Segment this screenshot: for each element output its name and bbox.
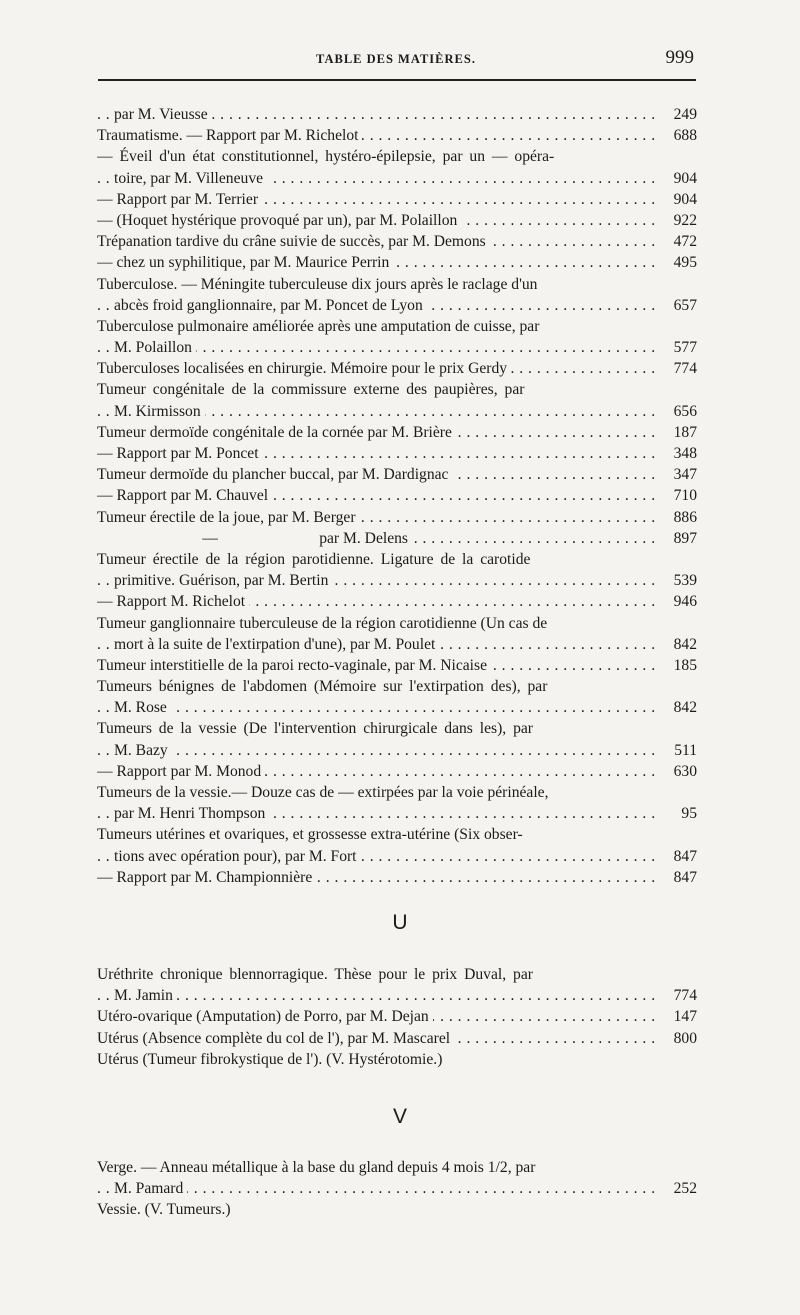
index-entry xyxy=(97,613,697,634)
entry-page-number: 904 xyxy=(665,189,697,210)
index-entry xyxy=(97,824,697,845)
index-entry xyxy=(97,570,697,591)
entry-page-number: 897 xyxy=(665,528,697,549)
entry-text: toire, par M. Villeneuve xyxy=(114,170,267,187)
entry-page-number: 348 xyxy=(665,443,697,464)
entry-text: mort à la suite de l'extirpation d'une), par M. Poulet xyxy=(114,636,439,653)
entry-page-number: 249 xyxy=(665,104,697,125)
index-entry xyxy=(97,464,697,485)
entry-text: — Rapport par M. Championnière xyxy=(97,869,316,886)
index-entry xyxy=(97,274,697,295)
entry-page-number: 657 xyxy=(665,295,697,316)
entry-text: Utérus (Tumeur fibrokystique de l'). (V. Hystérotomie.) xyxy=(97,1051,446,1068)
entry-page-number: 347 xyxy=(665,464,697,485)
entry-text: M. Rose xyxy=(114,699,171,716)
index-entry xyxy=(97,634,697,655)
index-entry xyxy=(97,846,697,867)
index-entry xyxy=(97,718,697,739)
entry-text: Verge. — Anneau métallique à la base du gland depuis 4 mois 1/2, par xyxy=(97,1159,539,1176)
entry-page-number: 946 xyxy=(665,591,697,612)
index-entry xyxy=(97,985,697,1006)
entry-page-number: 904 xyxy=(665,168,697,189)
page-header xyxy=(98,46,694,76)
entry-page-number: 511 xyxy=(665,740,697,761)
entry-text: M. Kirmisson xyxy=(114,403,205,420)
index-entry xyxy=(97,528,697,549)
entry-page-number: 495 xyxy=(665,252,697,273)
index-entry xyxy=(97,485,697,506)
index-entry xyxy=(97,337,697,358)
entry-text: Tumeurs de la vessie (De l'intervention chirurgicale dans les), par xyxy=(97,720,537,737)
entry-text: — chez un syphilitique, par M. Maurice Perrin xyxy=(97,254,393,271)
entry-text: M. Polaillon xyxy=(114,339,196,356)
section-letter-v: V xyxy=(392,1105,407,1128)
entry-text: Tumeur dermoïde du plancher buccal, par M. Dardignac xyxy=(97,466,452,483)
index-entry xyxy=(97,252,697,273)
entry-text: — Rapport par M. Terrier xyxy=(97,191,262,208)
entry-text: tions avec opération pour), par M. Fort xyxy=(114,848,361,865)
entry-text: Tumeur érectile de la région parotidienne. Ligature de la carotide xyxy=(97,551,534,568)
entry-text: Uréthrite chronique blennorragique. Thèse pour le prix Duval, par xyxy=(97,966,537,983)
entry-text: Tumeur dermoïde congénitale de la cornée par M. Brière xyxy=(97,424,456,441)
entry-text: Tuberculose. — Méningite tuberculeuse dix jours après le raclage d'un xyxy=(97,276,541,293)
entry-page-number: 95 xyxy=(665,803,697,824)
index-entry xyxy=(97,104,697,125)
entry-text: Vessie. (V. Tumeurs.) xyxy=(97,1201,235,1218)
entry-text: M. Pamard xyxy=(114,1180,187,1197)
index-entry xyxy=(97,507,697,528)
entry-page-number: 252 xyxy=(665,1178,697,1199)
entry-text: — Rapport par M. Chauvel xyxy=(97,487,272,504)
index-block-t xyxy=(97,104,697,888)
index-entry xyxy=(97,295,697,316)
entry-text: — par M. Delens xyxy=(97,530,412,547)
index-entry xyxy=(97,1157,697,1178)
entry-text: primitive. Guérison, par M. Bertin xyxy=(114,572,332,589)
entry-text: Utérus (Absence complète du col de l'), par M. Mascarel xyxy=(97,1030,454,1047)
index-entry xyxy=(97,125,697,146)
entry-text: Utéro-ovarique (Amputation) de Porro, par M. Dejan xyxy=(97,1008,433,1025)
entry-text: Tumeur congénitale de la commissure externe des paupières, par xyxy=(97,381,528,398)
entry-text: Trépanation tardive du crâne suivie de succès, par M. Demons xyxy=(97,233,490,250)
index-entry xyxy=(97,379,697,400)
entry-page-number: 774 xyxy=(665,985,697,1006)
entry-page-number: 630 xyxy=(665,761,697,782)
index-entry xyxy=(97,1199,697,1220)
entry-text: Tumeurs utérines et ovariques, et grossesse extra-utérine (Six obser- xyxy=(97,826,527,843)
index-entry xyxy=(97,1028,697,1049)
index-entry xyxy=(97,697,697,718)
entry-text: Tuberculose pulmonaire améliorée après une amputation de cuisse, par xyxy=(97,318,543,335)
index-entry xyxy=(97,676,697,697)
index-entry xyxy=(97,803,697,824)
page-number: 999 xyxy=(665,47,694,68)
entry-text: — Rapport M. Richelot xyxy=(97,593,249,610)
entry-text: Tumeur ganglionnaire tuberculeuse de la région carotidienne (Un cas de xyxy=(97,615,551,632)
entry-text: par M. Henri Thompson xyxy=(114,805,269,822)
entry-page-number: 886 xyxy=(665,507,697,528)
entry-page-number: 539 xyxy=(665,570,697,591)
index-entry xyxy=(97,231,697,252)
entry-page-number: 847 xyxy=(665,846,697,867)
entry-page-number: 472 xyxy=(665,231,697,252)
index-entry xyxy=(97,761,697,782)
index-entry xyxy=(97,964,697,985)
entry-text: Tumeur interstitielle de la paroi recto-vaginale, par M. Nicaise xyxy=(97,657,491,674)
index-entry xyxy=(97,1006,697,1027)
entry-text: Tuberculoses localisées en chirurgie. Mémoire pour le prix Gerdy xyxy=(97,360,511,377)
entry-text: — Rapport par M. Monod xyxy=(97,763,265,780)
entry-page-number: 800 xyxy=(665,1028,697,1049)
entry-page-number: 688 xyxy=(665,125,697,146)
index-entry xyxy=(97,146,697,167)
index-entry xyxy=(97,655,697,676)
entry-text: Traumatisme. — Rapport par M. Richelot xyxy=(97,127,362,144)
index-entry xyxy=(97,422,697,443)
entry-text: Tumeurs bénignes de l'abdomen (Mémoire sur l'extirpation des), par xyxy=(97,678,551,695)
section-letter-u: U xyxy=(392,911,408,934)
entry-page-number: 710 xyxy=(665,485,697,506)
entry-text: Tumeur érectile de la joue, par M. Berger xyxy=(97,509,360,526)
entry-text: — Rapport par M. Poncet xyxy=(97,445,263,462)
index-entry xyxy=(97,168,697,189)
index-entry xyxy=(97,401,697,422)
index-entry xyxy=(97,443,697,464)
entry-text: — Éveil d'un état constitutionnel, hystéro-épilepsie, par un — opéra- xyxy=(97,148,558,165)
entry-page-number: 922 xyxy=(665,210,697,231)
entry-text: — (Hoquet hystérique provoqué par un), par M. Polaillon xyxy=(97,212,461,229)
index-entry xyxy=(97,782,697,803)
index-block-u xyxy=(97,964,697,1070)
entry-page-number: 656 xyxy=(665,401,697,422)
entry-page-number: 774 xyxy=(665,358,697,379)
entry-text: par M. Vieusse xyxy=(114,106,212,123)
index-entry xyxy=(97,358,697,379)
index-entry xyxy=(97,316,697,337)
entry-text: Tumeurs de la vessie.— Douze cas de — extirpées par la voie périnéale, xyxy=(97,784,553,801)
index-entry xyxy=(97,591,697,612)
entry-text: M. Jamin xyxy=(114,987,177,1004)
entry-page-number: 185 xyxy=(665,655,697,676)
index-block-v xyxy=(97,1157,697,1221)
entry-page-number: 147 xyxy=(665,1006,697,1027)
index-entry xyxy=(97,867,697,888)
entry-page-number: 842 xyxy=(665,697,697,718)
running-title: TABLE DES MATIÈRES. xyxy=(316,52,476,66)
index-entry xyxy=(97,1178,697,1199)
entry-page-number: 847 xyxy=(665,867,697,888)
index-entry xyxy=(97,210,697,231)
index-entry xyxy=(97,549,697,570)
entry-page-number: 577 xyxy=(665,337,697,358)
index-entry xyxy=(97,189,697,210)
entry-text: M. Bazy xyxy=(114,742,172,759)
entry-page-number: 187 xyxy=(665,422,697,443)
header-rule xyxy=(98,79,696,81)
entry-page-number: 842 xyxy=(665,634,697,655)
entry-text: abcès froid ganglionnaire, par M. Poncet de Lyon xyxy=(114,297,427,314)
index-entry xyxy=(97,740,697,761)
index-entry xyxy=(97,1049,697,1070)
